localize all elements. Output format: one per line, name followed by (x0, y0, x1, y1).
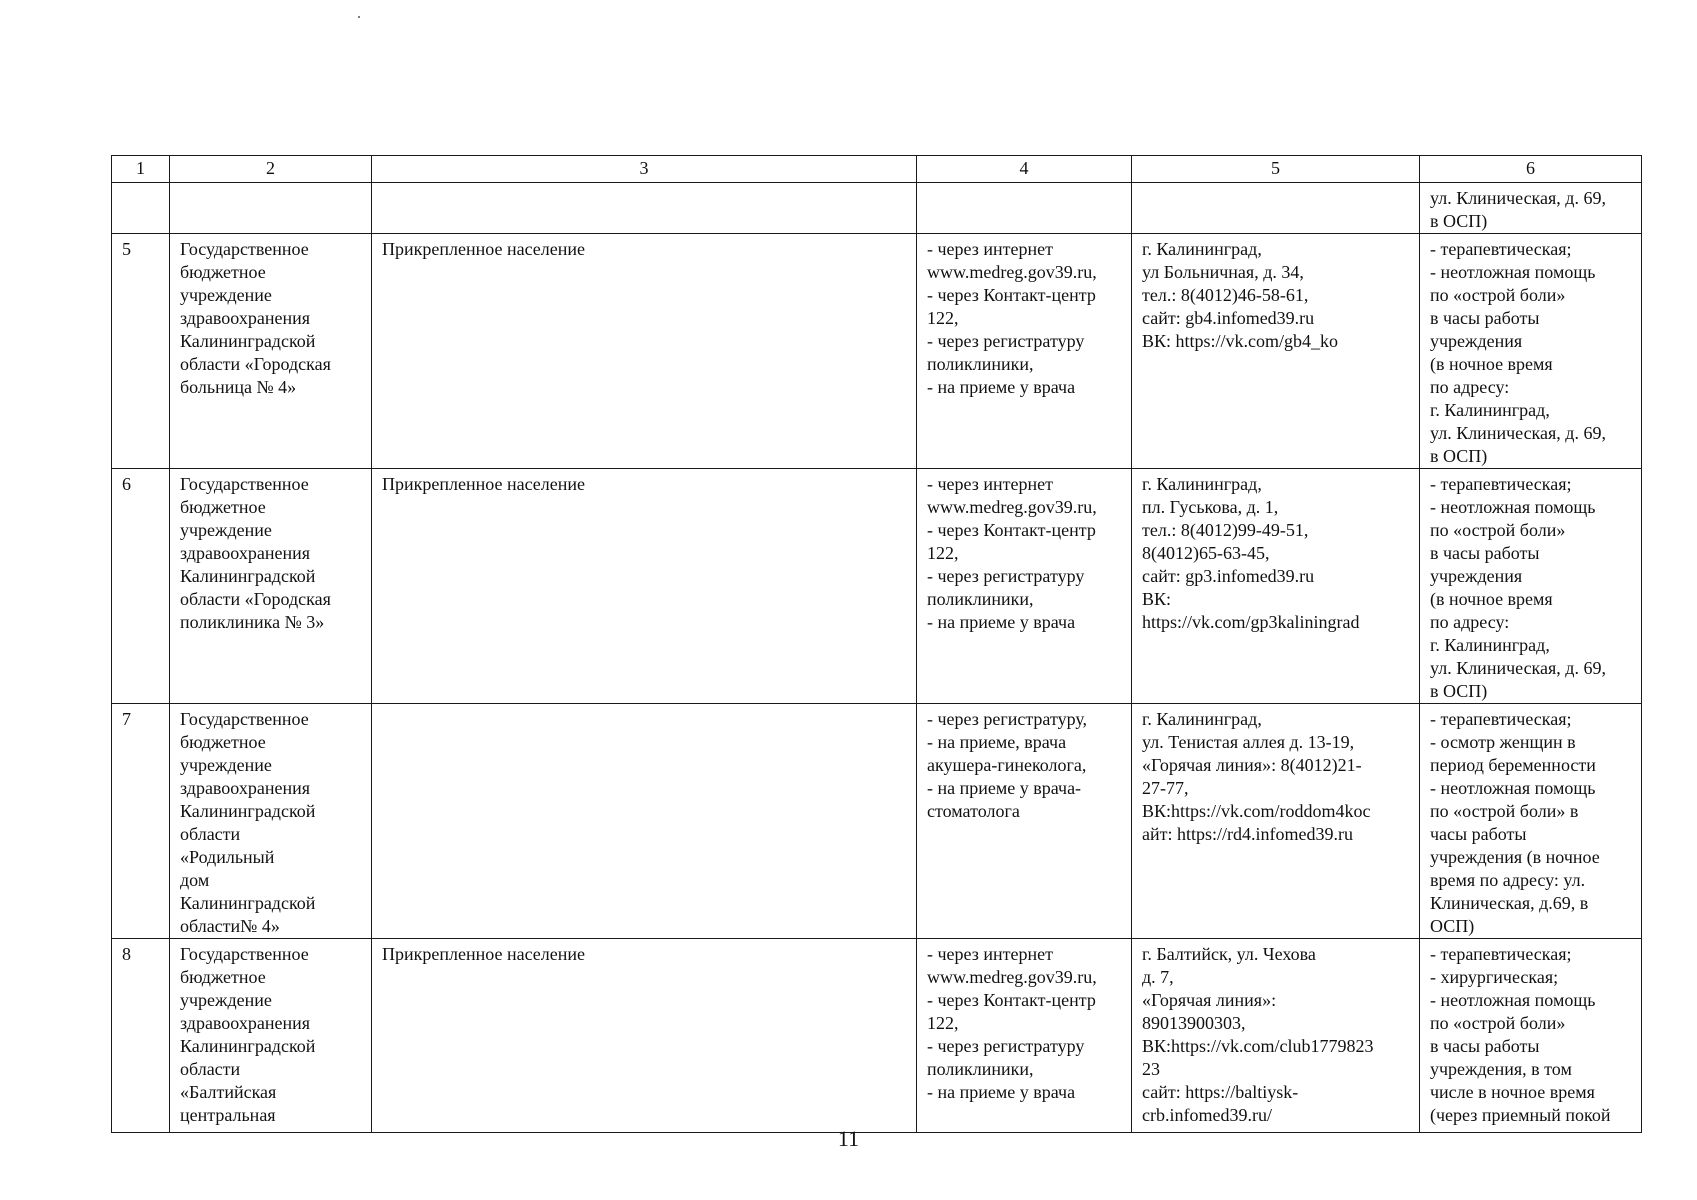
row-number: 6 (112, 469, 170, 704)
header-cell-6: 6 (1420, 156, 1642, 183)
row-number (112, 183, 170, 234)
header-cell-1: 1 (112, 156, 170, 183)
population-cell: Прикрепленное население (372, 234, 917, 469)
address-cell: г. Калининград, пл. Гуськова, д. 1, тел.: 8(4012)99-49-51, 8(4012)65-63-45, сайт: gp3.infomed39.ru ВК: https://vk.com/gp3kaliningrad (1132, 469, 1420, 704)
institution-cell: Государственное бюджетное учреждение здравоохранения Калининградской области «Городская поликлиника № 3» (170, 469, 372, 704)
page-number: 11 (837, 1126, 860, 1151)
table-row (112, 234, 1642, 469)
row-number: 7 (112, 704, 170, 939)
table-row (112, 183, 1642, 234)
population-cell: Прикрепленное население (372, 469, 917, 704)
address-cell: г. Калининград, ул. Тенистая аллея д. 13-19, «Горячая линия»: 8(4012)21- 27-77, ВК:https://vk.com/roddom4koc айт: https://rd4.infomed39.ru (1132, 704, 1420, 939)
institution-cell: Государственное бюджетное учреждение здравоохранения Калининградской области «Родильный дом Калининградской области№ 4» (170, 704, 372, 939)
address-cell (1132, 183, 1420, 234)
address-cell: г. Калининград, ул Больничная, д. 34, тел.: 8(4012)46-58-61, сайт: gb4.infomed39.ru ВК: https://vk.com/gb4_ko (1132, 234, 1420, 469)
booking-cell: - через интернет www.medreg.gov39.ru, - через Контакт-центр 122, - через регистратуру поликлиники, - на приеме у врача (917, 939, 1132, 1133)
population-cell (372, 704, 917, 939)
header-cell-4: 4 (917, 156, 1132, 183)
header-row (112, 156, 1642, 183)
header-cell-5: 5 (1132, 156, 1420, 183)
booking-cell: - через интернет www.medreg.gov39.ru, - через Контакт-центр 122, - через регистратуру поликлиники, - на приеме у врача (917, 469, 1132, 704)
services-cell: ул. Клиническая, д. 69, в ОСП) (1420, 183, 1642, 234)
row-number: 8 (112, 939, 170, 1133)
population-cell (372, 183, 917, 234)
institution-cell: Государственное бюджетное учреждение здравоохранения Калининградской области «Балтийская центральная (170, 939, 372, 1133)
services-table (111, 155, 1642, 1133)
population-cell: Прикрепленное население (372, 939, 917, 1133)
header-cell-2: 2 (170, 156, 372, 183)
table-row (112, 704, 1642, 939)
scan-speck (358, 16, 360, 18)
row-number: 5 (112, 234, 170, 469)
table-row (112, 469, 1642, 704)
services-cell: - терапевтическая; - хирургическая; - неотложная помощь по «острой боли» в часы работы учреждения, в том числе в ночное время (через приемный покой (1420, 939, 1642, 1133)
services-cell: - терапевтическая; - неотложная помощь по «острой боли» в часы работы учреждения (в ночное время по адресу: г. Калининград, ул. Клиническая, д. 69, в ОСП) (1420, 469, 1642, 704)
institution-cell (170, 183, 372, 234)
booking-cell: - через интернет www.medreg.gov39.ru, - через Контакт-центр 122, - через регистратуру поликлиники, - на приеме у врача (917, 234, 1132, 469)
address-cell: г. Балтийск, ул. Чехова д. 7, «Горячая линия»: 89013900303, ВК:https://vk.com/club1779823 23 сайт: https://baltiysk- crb.infomed39.ru/ (1132, 939, 1420, 1133)
header-cell-3: 3 (372, 156, 917, 183)
booking-cell (917, 183, 1132, 234)
institution-cell: Государственное бюджетное учреждение здравоохранения Калининградской области «Городская больница № 4» (170, 234, 372, 469)
services-cell: - терапевтическая; - осмотр женщин в период беременности - неотложная помощь по «острой боли» в часы работы учреждения (в ночное время по адресу: ул. Клиническая, д.69, в ОСП) (1420, 704, 1642, 939)
booking-cell: - через регистратуру, - на приеме, врача акушера-гинеколога, - на приеме у врача- стоматолога (917, 704, 1132, 939)
table-row (112, 939, 1642, 1133)
services-cell: - терапевтическая; - неотложная помощь по «острой боли» в часы работы учреждения (в ночное время по адресу: г. Калининград, ул. Клиническая, д. 69, в ОСП) (1420, 234, 1642, 469)
